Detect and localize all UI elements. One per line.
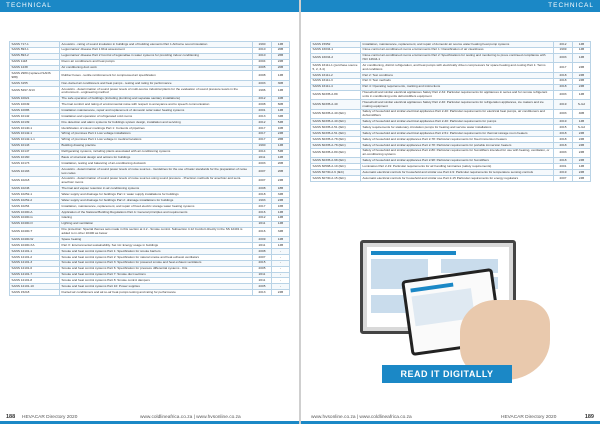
standard-row bbox=[10, 167, 290, 177]
standard-year: 2001 bbox=[253, 108, 272, 114]
standard-code: SANS 12101-7 bbox=[10, 272, 60, 278]
standard-pages: 20B bbox=[272, 161, 290, 167]
standard-code: SANS 12101-8 bbox=[10, 278, 60, 284]
standard-year: 2016 bbox=[253, 209, 272, 215]
standard-title: Installation, maintenance, replacement, and repair of domestic air source water heating heat pump systems bbox=[361, 42, 554, 48]
standard-title: Legionnaires' disease Part 1 Risk assessment bbox=[60, 47, 253, 53]
standard-pages: 14B bbox=[272, 209, 290, 215]
standard-pages: 16B bbox=[272, 204, 290, 210]
standard-title: Automatic electrical controls for household and similar use Part 2-15 Particular requirements for energy regulators bbox=[361, 176, 554, 182]
standard-pages: 26B bbox=[272, 53, 290, 59]
standard-year: 2019 bbox=[554, 170, 573, 176]
standard-pages: - bbox=[272, 272, 290, 278]
standard-pages: 24B bbox=[573, 170, 591, 176]
standard-code: SANS 60730-2-9 (IEC) bbox=[311, 170, 361, 176]
standard-code: SANS 15952 bbox=[311, 42, 361, 48]
standard-year: 2018 bbox=[554, 84, 573, 90]
standard-code: SANS 60335-2-51 (IEC) bbox=[311, 131, 361, 137]
standard-pages: 40B bbox=[573, 109, 591, 119]
standard-title: Lighting and ventilation bbox=[60, 221, 253, 227]
standard-title: Part 4: Operating requirements, marking and instructions bbox=[361, 84, 554, 90]
standard-code: SANS 16111-1 (purchase source 5, 2, 3-4) bbox=[311, 63, 361, 73]
standard-row bbox=[311, 100, 591, 110]
standard-year: 2012 bbox=[554, 42, 573, 48]
standard-code: SANS 16111-2 bbox=[311, 72, 361, 78]
standard-year: 1990 bbox=[253, 143, 272, 149]
standard-code: SANS 10400-A bbox=[10, 209, 60, 215]
standard-title: Acoustics - determination of sound power levels of noise sources - Guidelines for the use of basic standards for the preparation of noise test codes bbox=[60, 167, 253, 177]
standard-title: Close control air-conditioned rooms environments Part 1: Classification of air cleanliness bbox=[361, 47, 554, 53]
standard-code: SANS 10193 bbox=[10, 167, 60, 177]
standard-year: 2010 bbox=[253, 53, 272, 59]
standard-year: 2010 bbox=[253, 47, 272, 53]
standard-year: 2018 bbox=[554, 158, 573, 164]
standard-year: 2005 bbox=[253, 284, 272, 290]
standard-pages: 34B bbox=[272, 114, 290, 120]
standard-code: SANS 717-1 bbox=[10, 42, 60, 48]
standard-code: SANS 12101-10 bbox=[10, 284, 60, 290]
left-page-header: TECHNICAL bbox=[0, 0, 299, 12]
standard-year: 2011 bbox=[253, 272, 272, 278]
standard-pages: 24B bbox=[272, 198, 290, 204]
standard-code: SANS 10400-G bbox=[10, 215, 60, 221]
standard-code: SANS 16034-1 bbox=[311, 47, 361, 53]
standard-code: SANS 10160 bbox=[10, 155, 60, 161]
standard-pages: 14B bbox=[573, 90, 591, 100]
standard-pages: S-G2 bbox=[573, 125, 591, 131]
standard-year: 2011 bbox=[253, 243, 272, 249]
standard-code: SANS 10400-W bbox=[10, 237, 60, 243]
read-digitally-promo[interactable] bbox=[310, 222, 591, 408]
standard-code: SANS 10139 bbox=[10, 120, 60, 126]
standard-year: 2011 bbox=[253, 155, 272, 161]
standard-title: Rubber hoses - textile reinforcement for compressed air specification bbox=[60, 71, 253, 81]
standard-title: Thermal and vapour retention in air conditioning systems bbox=[60, 186, 253, 192]
standard-year: 2018 bbox=[253, 192, 272, 198]
standard-row bbox=[311, 176, 591, 182]
standard-title: Space heating bbox=[60, 237, 253, 243]
standard-title: Acoustics - determination of sound power levels of noise sources using sound pressure - Precision methods for anechoic and semi-anechoic rooms bbox=[60, 176, 253, 186]
standard-code: SANS 16034-2 bbox=[311, 53, 361, 63]
standard-code: SANS 3155 bbox=[10, 81, 60, 87]
left-page bbox=[0, 0, 299, 424]
standard-title: Acoustics - determination of sound power levels of multi-source industrial plants for the evaluation of sound pressure levels in the environment - engineering method bbox=[60, 86, 253, 96]
standard-title: Water supply and drainage for buildings Part 2: drainage installations for buildings bbox=[60, 198, 253, 204]
standard-year: 2003 bbox=[253, 161, 272, 167]
standard-code: SANS 60335-2-40 (IEC) bbox=[311, 109, 361, 119]
standard-year: 2018 bbox=[554, 137, 573, 143]
standard-code: SANS 1238 bbox=[10, 65, 60, 71]
standard-row bbox=[311, 109, 591, 119]
right-page bbox=[301, 0, 600, 424]
standard-title: Room air conditioners and heat pumps bbox=[60, 59, 253, 65]
standard-pages: S-G2 bbox=[573, 100, 591, 110]
right-footer bbox=[301, 410, 600, 424]
right-standards-table bbox=[310, 41, 591, 182]
standard-code: SANS 16111-4 bbox=[311, 84, 361, 90]
standard-pages: 12B bbox=[272, 155, 290, 161]
standard-year: 2003 bbox=[253, 81, 272, 87]
standard-code: SANS 1118 bbox=[10, 59, 60, 65]
standard-pages: 26B bbox=[272, 137, 290, 143]
standard-year: 2011 bbox=[253, 278, 272, 284]
standard-title: Air conditioning, district refrigeration, and heat pumps with electrically driven compressors for space heating and cooling Part 1: Terms and conditions bbox=[361, 63, 554, 73]
standard-pages: 54B bbox=[272, 120, 290, 126]
standard-title: Acoustics - rating of sound insulation in buildings and of building elements Part 1 Airborne sound insulation bbox=[60, 42, 253, 48]
standard-code: SANS 10049 bbox=[10, 102, 60, 108]
standard-code: SANS 10252-2 bbox=[10, 198, 60, 204]
standard-code: SANS 10142-1 bbox=[10, 131, 60, 137]
standard-pages: 24B bbox=[573, 142, 591, 148]
standard-pages: 14B bbox=[272, 108, 290, 114]
standard-code: SANS 10400-O bbox=[10, 221, 60, 227]
standard-year: 2018 bbox=[554, 78, 573, 84]
standard-year: 2007 bbox=[554, 176, 573, 182]
standard-pages: 24B bbox=[573, 72, 591, 78]
standard-pages: 14B bbox=[573, 42, 591, 48]
standard-code: SANS 12101-1 bbox=[10, 249, 60, 255]
standard-pages: 10B bbox=[272, 125, 290, 131]
standard-year: 2019 bbox=[554, 100, 573, 110]
standard-year: 2007 bbox=[253, 254, 272, 260]
standard-year: 2017 bbox=[253, 204, 272, 210]
standard-year: 2008 bbox=[253, 249, 272, 255]
standard-year: 2012 bbox=[253, 215, 272, 221]
standard-title: Installation, testing and balancing of air-conditioning ductwork bbox=[60, 161, 253, 167]
standard-title: Part 3: Test methods bbox=[361, 78, 554, 84]
standard-row bbox=[311, 53, 591, 63]
standard-year: 1996 bbox=[253, 86, 272, 96]
standard-code: SANS 60598-2-19 (IEC) bbox=[311, 164, 361, 170]
standard-title: Identification of colour markings Part 1: Contents of pipelines bbox=[60, 125, 253, 131]
standard-year: 2013 bbox=[253, 114, 272, 120]
standard-year: 2008 bbox=[253, 186, 272, 192]
standard-title: Water supply and drainage for buildings Part 1: water supply installations for buildings bbox=[60, 192, 253, 198]
standard-pages: 60B bbox=[272, 102, 290, 108]
standard-title: Wiring of premises Part 1 Low voltage installations bbox=[60, 131, 253, 137]
read-digitally-button[interactable]: READ IT DIGITALLY bbox=[382, 365, 512, 383]
left-page-number: 188 bbox=[6, 414, 16, 420]
standard-title: Safety of household and similar appliances Part 2-80: Particular requirements for humidifiers intended for use with heating, ventilation, or air-conditioning systems bbox=[361, 148, 554, 158]
standard-year: 1990 bbox=[253, 42, 272, 48]
standard-code: SANS 60335-2-78 (IEC) bbox=[311, 137, 361, 143]
standard-title: Fire detection and alarm systems for buildings system design, installation and servicing bbox=[60, 120, 253, 126]
standard-year: 2007 bbox=[253, 167, 272, 177]
standard-title: Luminaires Part 2-19: Particular requirements for air handling luminaires (safety requirements) bbox=[361, 164, 554, 170]
standard-title: Air conditioning duct work bbox=[60, 65, 253, 71]
standard-code: SANS 10218 bbox=[10, 176, 60, 186]
standard-title: Smoke and heat control systems Part 7: Smoke duct sections bbox=[60, 272, 253, 278]
standard-title: Smoke and heat control systems Part 6: Specification for pressure differential systems - Kits bbox=[60, 266, 253, 272]
standard-pages: 24B bbox=[573, 176, 591, 182]
standard-pages: - bbox=[272, 260, 290, 266]
standard-year: 2008 bbox=[253, 71, 272, 81]
standard-pages: 34B bbox=[272, 192, 290, 198]
standard-title: Refrigerating systems, including plants associated with air conditioning systems bbox=[60, 149, 253, 155]
standard-year: 2017 bbox=[554, 63, 573, 73]
standard-code: SANS 12101-3 bbox=[10, 260, 60, 266]
standard-title: Legionnaires' disease Part 2 Control of legionellae in water systems for providing indoor conditioning bbox=[60, 53, 253, 59]
standard-year: 1993 bbox=[253, 198, 272, 204]
standard-title: Safety of household and similar appliances Part 2-78: Particular requirements for fixed immersion heaters bbox=[361, 137, 554, 143]
standard-year: 2003 bbox=[554, 53, 573, 63]
standard-title: Application of the National Building Regulations Part A: General principles and requirements bbox=[60, 209, 253, 215]
standard-year: 2009 bbox=[253, 237, 272, 243]
standard-title: Non-ducted air conditioners and heat pumps - testing and rating for performance bbox=[60, 81, 253, 87]
standard-title: Safety of household and similar electrical appliances Part 2-51: Particular requirements for thermal storage room heaters bbox=[361, 131, 554, 137]
standard-year: 2017 bbox=[253, 125, 272, 131]
standard-code: SANS 12101-2 bbox=[10, 254, 60, 260]
standard-pages: 20B bbox=[272, 47, 290, 53]
standard-code: SANS 60335-2-51 (IEC) bbox=[311, 125, 361, 131]
standard-pages: 24B bbox=[272, 176, 290, 186]
standard-code: SANS 16111-3 bbox=[311, 78, 361, 84]
standard-year: 2016 bbox=[253, 227, 272, 237]
standard-code: SANS 10400-XA bbox=[10, 243, 60, 249]
standard-title: Automatic electrical controls for household and similar use Part 2-9: Particular requirements for temperature sensing controls bbox=[361, 170, 554, 176]
left-footer-magazine: HEVACAR Directory 2020 bbox=[22, 415, 78, 420]
standard-title: Installation and operation of refrigerated cold rooms bbox=[60, 114, 253, 120]
standard-code: SANS 10252-1 bbox=[10, 192, 60, 198]
standard-pages: - bbox=[272, 266, 290, 272]
right-page-number: 189 bbox=[584, 414, 594, 420]
standard-row bbox=[10, 176, 290, 186]
standard-pages: 10B bbox=[272, 96, 290, 102]
standard-code: SANS 2980 (replaced SANS 988) bbox=[10, 71, 60, 81]
standard-title: Thermal comfort and rating of environmental noise with respect to annoyance and to speech communication bbox=[60, 102, 253, 108]
standard-year: 2003 bbox=[554, 148, 573, 158]
standard-year: 2018 bbox=[554, 142, 573, 148]
standard-pages: 24B bbox=[573, 78, 591, 84]
standard-title: Household and similar electrical appliances Safety Part 2-40: Particular requirements for refrigeration appliances, ice makers and ice making equipment bbox=[361, 100, 554, 110]
standard-code: SANS 60335-2-98 (IEC) bbox=[311, 158, 361, 164]
standard-title: Installation maintenance, repair and replacement of domestic solar water heating systems bbox=[60, 108, 253, 114]
standard-pages: 14B bbox=[573, 53, 591, 63]
standard-title: Smoke and heat control systems Part 8: Smoke control dampers bbox=[60, 278, 253, 284]
standard-code: SANS 10086 bbox=[10, 108, 60, 114]
standard-pages: 24B bbox=[272, 290, 290, 296]
standard-title: Smoke and heat control systems Part 10: Power supplies bbox=[60, 284, 253, 290]
standard-title: Building drawing practice bbox=[60, 143, 253, 149]
standard-code: SANS 15218 bbox=[10, 290, 60, 296]
standard-title: Smoke and heat control systems Part 2: Specification for natural smoke and heat exhaust ventilators bbox=[60, 254, 253, 260]
standard-code: SANS 5297-3/13 bbox=[10, 86, 60, 96]
standard-code: SANS 10400-T bbox=[10, 227, 60, 237]
standard-code: SANS 60335-2-78 (IEC) bbox=[311, 142, 361, 148]
standard-title: The safe operation of buildings (including plumbing and separate sanitary installations) bbox=[60, 96, 253, 102]
standard-title: Safety of household and similar electrical appliances Part 2-40: Particular requirements for pumps bbox=[361, 119, 554, 125]
standard-year: 2012 bbox=[253, 96, 272, 102]
standard-pages: 24B bbox=[573, 158, 591, 164]
standard-title: Ducted air conditioners and air-to-air heat pumps testing and rating for performance bbox=[60, 290, 253, 296]
standard-pages: 24B bbox=[573, 63, 591, 73]
standard-title: Household and similar electrical appliances Safety Part 2-34: Particular requirements for appliances in series and for remote refrigerant units in conditioning units dehumidifiers equipment bbox=[361, 90, 554, 100]
standard-title: Glazing bbox=[60, 215, 253, 221]
standard-title: Close control air-conditioned rooms environments Part 2: Specifications for testing and monitoring to prove continued compliance with ISO 14644-1 bbox=[361, 53, 554, 63]
standard-pages: 14B bbox=[272, 42, 290, 48]
standard-year: 2012 bbox=[253, 120, 272, 126]
standard-year: 2001 bbox=[554, 164, 573, 170]
standard-pages: - bbox=[272, 249, 290, 255]
standard-pages: 22B bbox=[272, 59, 290, 65]
standard-code: SANS 60335-2-40 bbox=[311, 100, 361, 110]
standard-year: 2004 bbox=[253, 59, 272, 65]
standard-title: Basis of structural design and actions for buildings bbox=[60, 155, 253, 161]
standard-title: Wiring of premises Part 1 Low voltage in medical locations bbox=[60, 137, 253, 143]
standard-pages: 18B bbox=[272, 186, 290, 192]
standard-pages: 24B bbox=[272, 131, 290, 137]
standard-pages: 12B bbox=[272, 237, 290, 243]
standard-row bbox=[10, 71, 290, 81]
standard-title: Safety requirements for stationary circulation pumps for heating and service water installations bbox=[361, 125, 554, 131]
standard-year: 2017 bbox=[253, 137, 272, 143]
standard-year: 2008 bbox=[253, 102, 272, 108]
standard-year: 1999 bbox=[554, 47, 573, 53]
standard-title: Safety of household and similar electrical appliances Part 2-40: Particular requirements for electrical heat pumps, air conditioners and dehumidifiers bbox=[361, 109, 554, 119]
standard-row bbox=[10, 290, 290, 296]
standard-pages: 14B bbox=[272, 71, 290, 81]
standard-year: 2005 bbox=[253, 266, 272, 272]
left-standards-table bbox=[9, 41, 290, 296]
standard-year: 2018 bbox=[554, 131, 573, 137]
standard-pages: 14B bbox=[573, 119, 591, 125]
left-footer bbox=[0, 410, 299, 424]
standard-code: SANS 10021 bbox=[10, 96, 60, 102]
standard-code: SANS 10173 bbox=[10, 161, 60, 167]
right-page-header: TECHNICAL bbox=[301, 0, 600, 12]
standard-code: SANS 60335-2-40 (IEC) bbox=[311, 119, 361, 125]
standard-year: 2005 bbox=[253, 65, 272, 71]
standard-pages: 24B bbox=[573, 84, 591, 90]
standard-code: SANS 60335-2-89 bbox=[311, 90, 361, 100]
standard-pages: 24B bbox=[573, 148, 591, 158]
standard-title: Smoke and heat control systems Part 3: Specification for powered smoke and heat exhaust ventilators bbox=[60, 260, 253, 266]
standard-code: SANS 10142-1-1 bbox=[10, 137, 60, 143]
standard-pages: 14B bbox=[573, 164, 591, 170]
standard-pages: 54B bbox=[272, 149, 290, 155]
standard-pages: 14B bbox=[272, 221, 290, 227]
standard-year: 2011 bbox=[253, 221, 272, 227]
standard-row bbox=[311, 90, 591, 100]
standard-code: SANS 893-1 bbox=[10, 47, 60, 53]
standard-pages: - bbox=[272, 278, 290, 284]
right-footer-urls: www.hvsonline.co.za | www.coldlineafrica.co.za bbox=[311, 415, 412, 420]
standard-code: SANS 10147 bbox=[10, 149, 60, 155]
standard-pages: 14B bbox=[272, 215, 290, 221]
right-footer-magazine: HEVACAR Directory 2020 bbox=[501, 415, 557, 420]
standard-pages: - bbox=[272, 284, 290, 290]
standard-year: 2003 bbox=[554, 109, 573, 119]
standard-code: SANS 10142 bbox=[10, 114, 60, 120]
standard-title: Safety of household and similar appliances Part 2-98: Particular requirements for humidifiers bbox=[361, 158, 554, 164]
standard-code: SANS 10246 bbox=[10, 186, 60, 192]
standard-title: Installation, maintenance, replacement, and repair of fixed electric storage water heating systems bbox=[60, 204, 253, 210]
standard-pages: 14B bbox=[573, 47, 591, 53]
standard-code: SANS 10143 bbox=[10, 143, 60, 149]
standard-year: 2018 bbox=[554, 72, 573, 78]
standard-title: Part 2: Test conditions bbox=[361, 72, 554, 78]
standard-title: Part X: Environmental sustainability. Set 1A: Energy usage in buildings bbox=[60, 243, 253, 249]
standard-year: 2015 bbox=[554, 125, 573, 131]
standard-row bbox=[311, 148, 591, 158]
standard-year: 2003 bbox=[554, 90, 573, 100]
standard-pages: 14B bbox=[272, 143, 290, 149]
standard-code: SANS 893-2 bbox=[10, 53, 60, 59]
standard-pages: 14B bbox=[272, 86, 290, 96]
standard-pages: 20B bbox=[272, 167, 290, 177]
standard-pages: 20B bbox=[272, 65, 290, 71]
standard-pages: - bbox=[272, 254, 290, 260]
standard-year: 2014 bbox=[253, 149, 272, 155]
standard-code: SANS 10254 bbox=[10, 204, 60, 210]
standard-code: SANS 10140-1 bbox=[10, 125, 60, 131]
standard-title: Smoke and heat control systems Part 1: Specification for smoke barriers bbox=[60, 249, 253, 255]
standard-row bbox=[10, 227, 290, 237]
standard-pages: 24B bbox=[573, 137, 591, 143]
standard-code: SANS 60335-2-80 (IEC) bbox=[311, 148, 361, 158]
standard-year: 2017 bbox=[253, 131, 272, 137]
standard-row bbox=[10, 86, 290, 96]
standard-pages: 30B bbox=[272, 81, 290, 87]
standard-pages: 14B bbox=[272, 243, 290, 249]
standard-pages: 34B bbox=[272, 227, 290, 237]
standard-title: Fire protection: Special themes sets made in this section at 4.2 - Smoke control. Subsection 4.12 Comfort directly in the SS 12401 is added to in other 10400 as below bbox=[60, 227, 253, 237]
standard-title: Safety of household and similar appliances Part 2-78: Particular requirements for portable immersion heaters bbox=[361, 142, 554, 148]
standard-year: 2013 bbox=[253, 290, 272, 296]
standard-row bbox=[311, 63, 591, 73]
left-footer-urls: www.coldlineafrica.co.za | www.hvsonline.co.za bbox=[140, 415, 241, 420]
standard-year: 2015 bbox=[253, 260, 272, 266]
standard-code: SANS 60730-2-15 (IEC) bbox=[311, 176, 361, 182]
standard-year: 2007 bbox=[253, 176, 272, 186]
standard-code: SANS 12101-6 bbox=[10, 266, 60, 272]
standard-pages: 24B bbox=[573, 131, 591, 137]
standard-year: 2019 bbox=[554, 119, 573, 125]
